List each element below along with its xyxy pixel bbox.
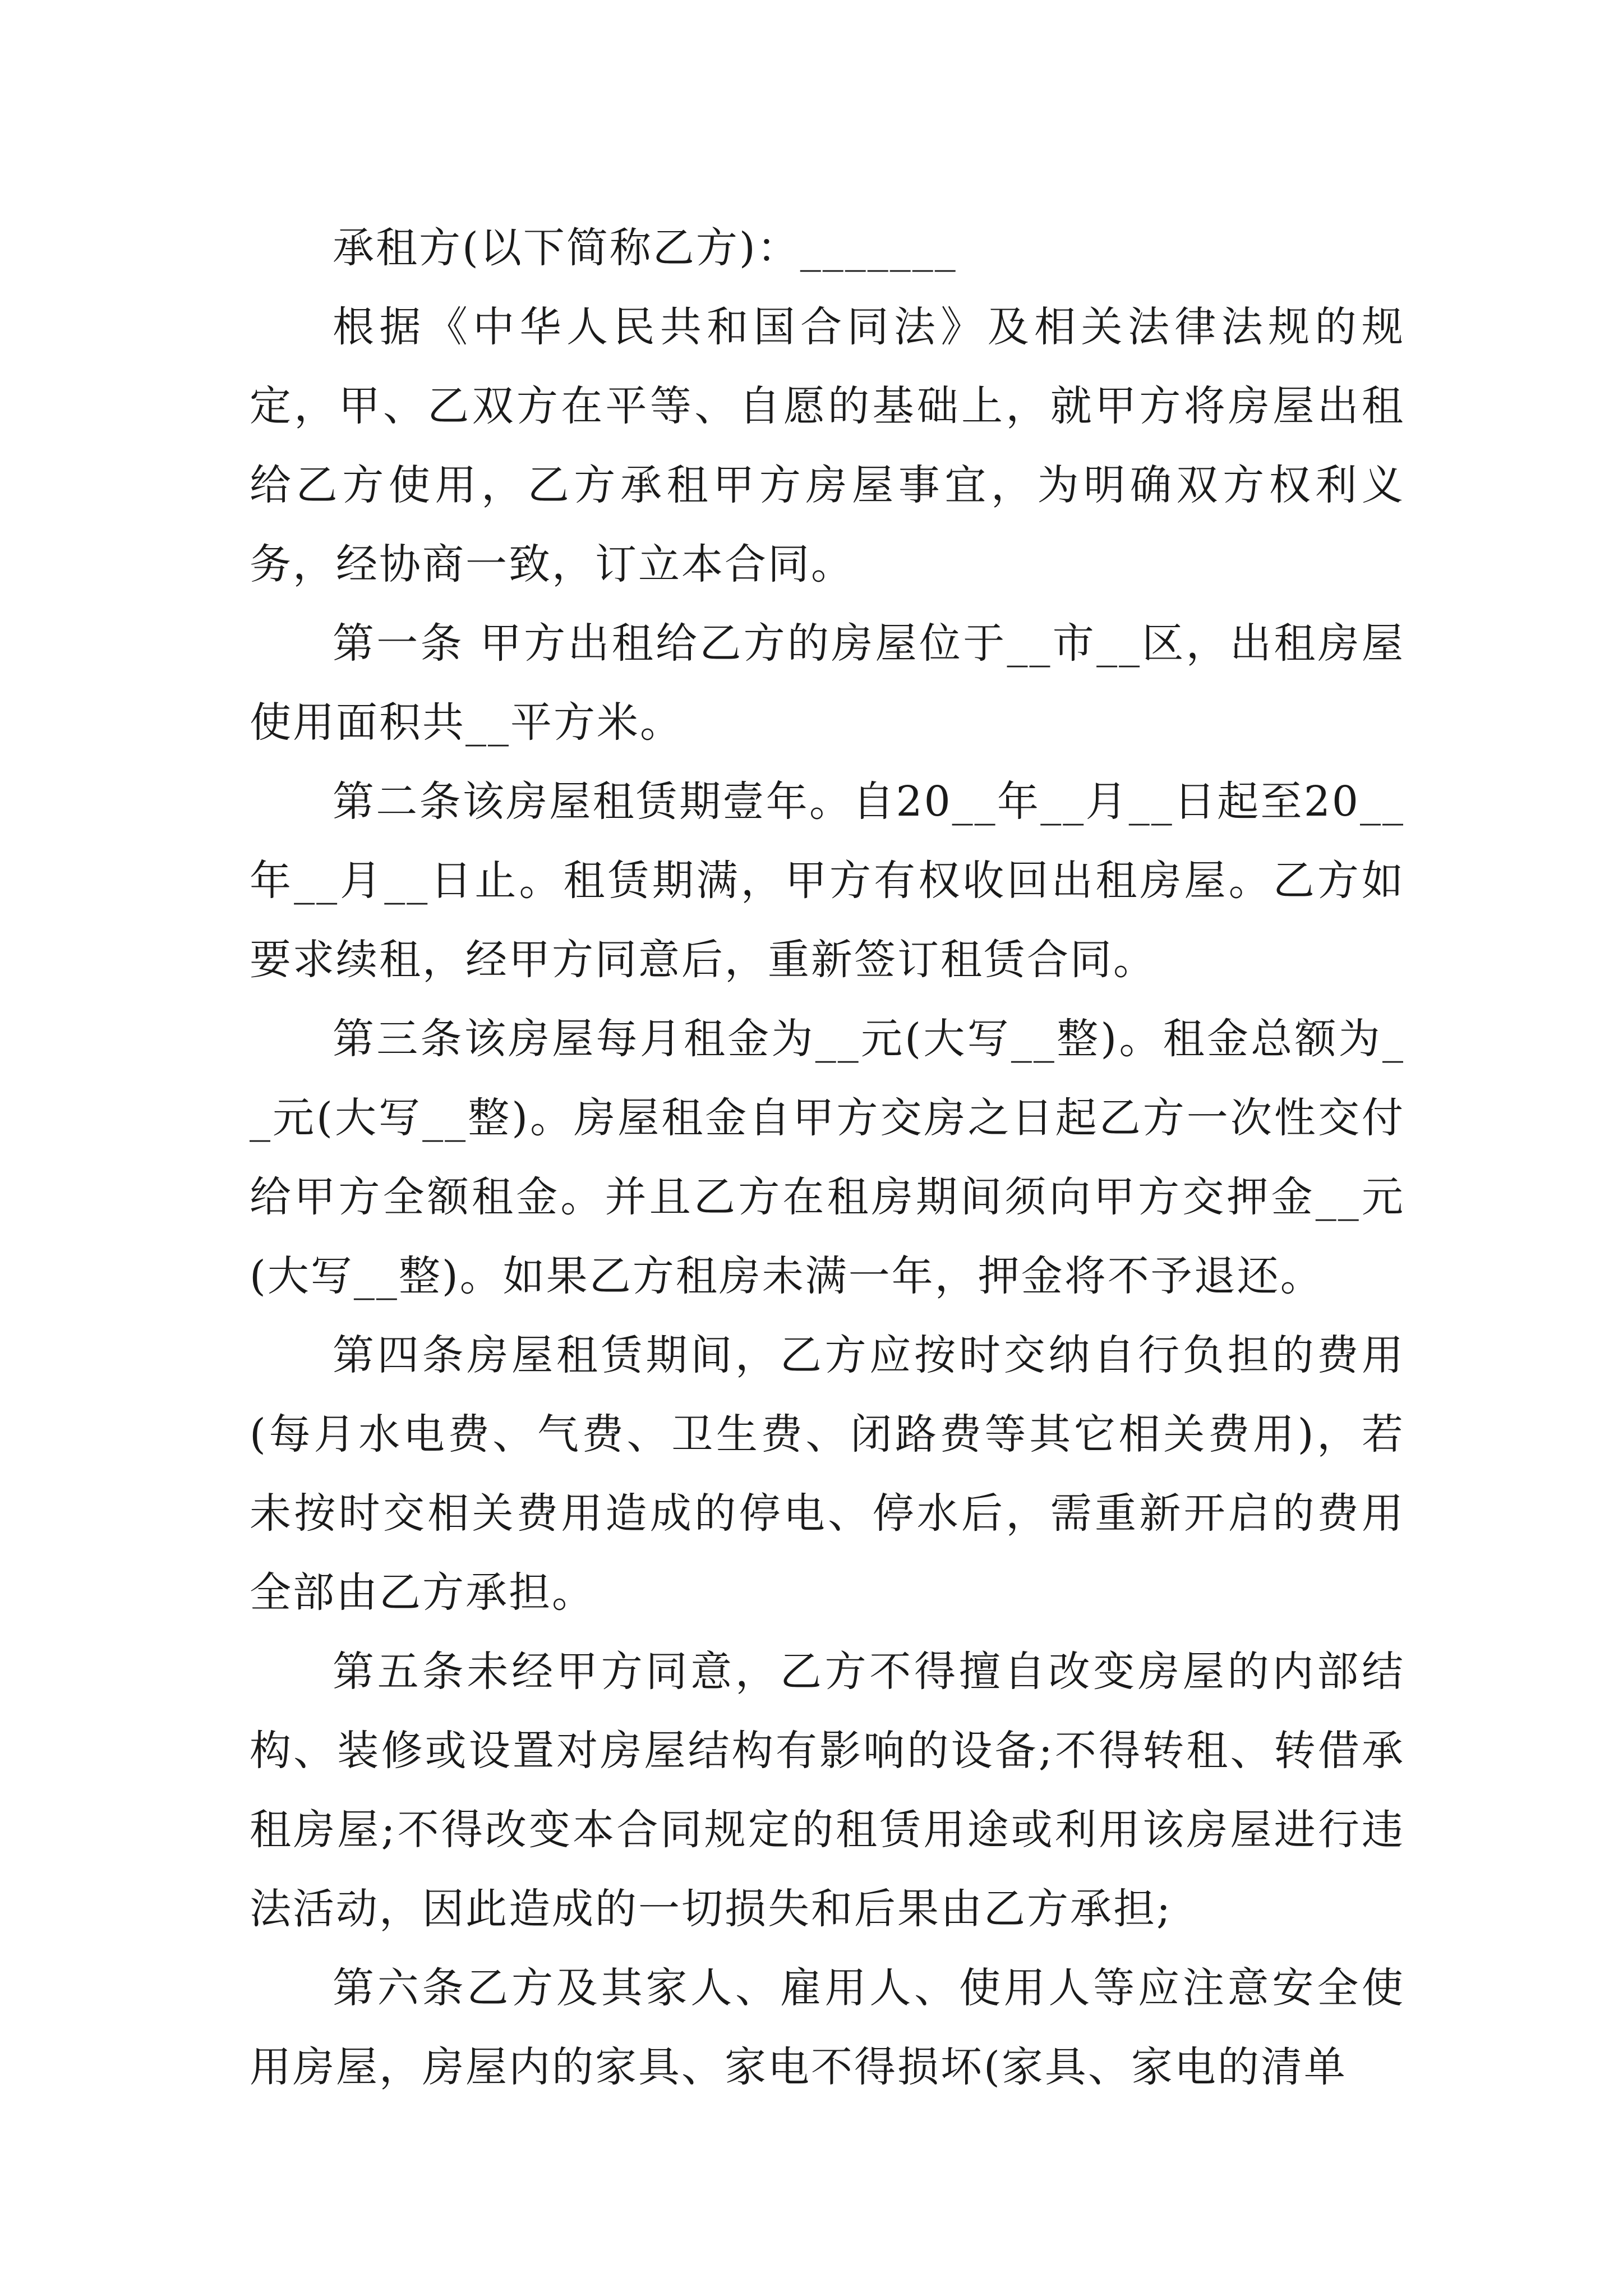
paragraph-article-5: 第五条未经甲方同意，乙方不得擅自改变房屋的内部结构、装修或设置对房屋结构有影响的设备;不得转租、转借承租房屋;不得改变本合同规定的租赁用途或利用该房屋进行违法活动，因此造成的一切损失和后果由乙方承担; — [250, 1648, 1405, 1933]
contract-body — [250, 209, 1405, 2107]
paragraph-article-3: 第三条该房屋每月租金为__元(大写__整)。租金总额为__元(大写__整)。房屋租金自甲方交房之日起乙方一次性交付给甲方全额租金。并且乙方在租房期间须向甲方交押金__元(大写__整)。如果乙方租房未满一年，押金将不予退还。 — [250, 1015, 1405, 1300]
paragraph-preamble: 根据《中华人民共和国合同法》及相关法律法规的规定，甲、乙双方在平等、自愿的基础上，就甲方将房屋出租给乙方使用，乙方承租甲方房屋事宜，为明确双方权利义务，经协商一致，订立本合同。 — [250, 303, 1405, 588]
paragraph-article-1: 第一条 甲方出租给乙方的房屋位于__市__区，出租房屋使用面积共__平方米。 — [250, 619, 1405, 747]
paragraph-article-6: 第六条乙方及其家人、雇用人、使用人等应注意安全使用房屋，房屋内的家具、家电不得损坏(家具、家电的清单 — [250, 1964, 1405, 2091]
paragraph-lessee-line: 承租方(以下简称乙方)：_______ — [333, 224, 957, 272]
paragraph-article-2: 第二条该房屋租赁期壹年。自20__年__月__日起至20__年__月__日止。租赁期满，甲方有权收回出租房屋。乙方如要求续租，经甲方同意后，重新签订租赁合同。 — [250, 777, 1405, 984]
paragraph-article-4: 第四条房屋租赁期间，乙方应按时交纳自行负担的费用(每月水电费、气费、卫生费、闭路费等其它相关费用)，若未按时交相关费用造成的停电、停水后，需重新开启的费用全部由乙方承担。 — [250, 1331, 1405, 1617]
